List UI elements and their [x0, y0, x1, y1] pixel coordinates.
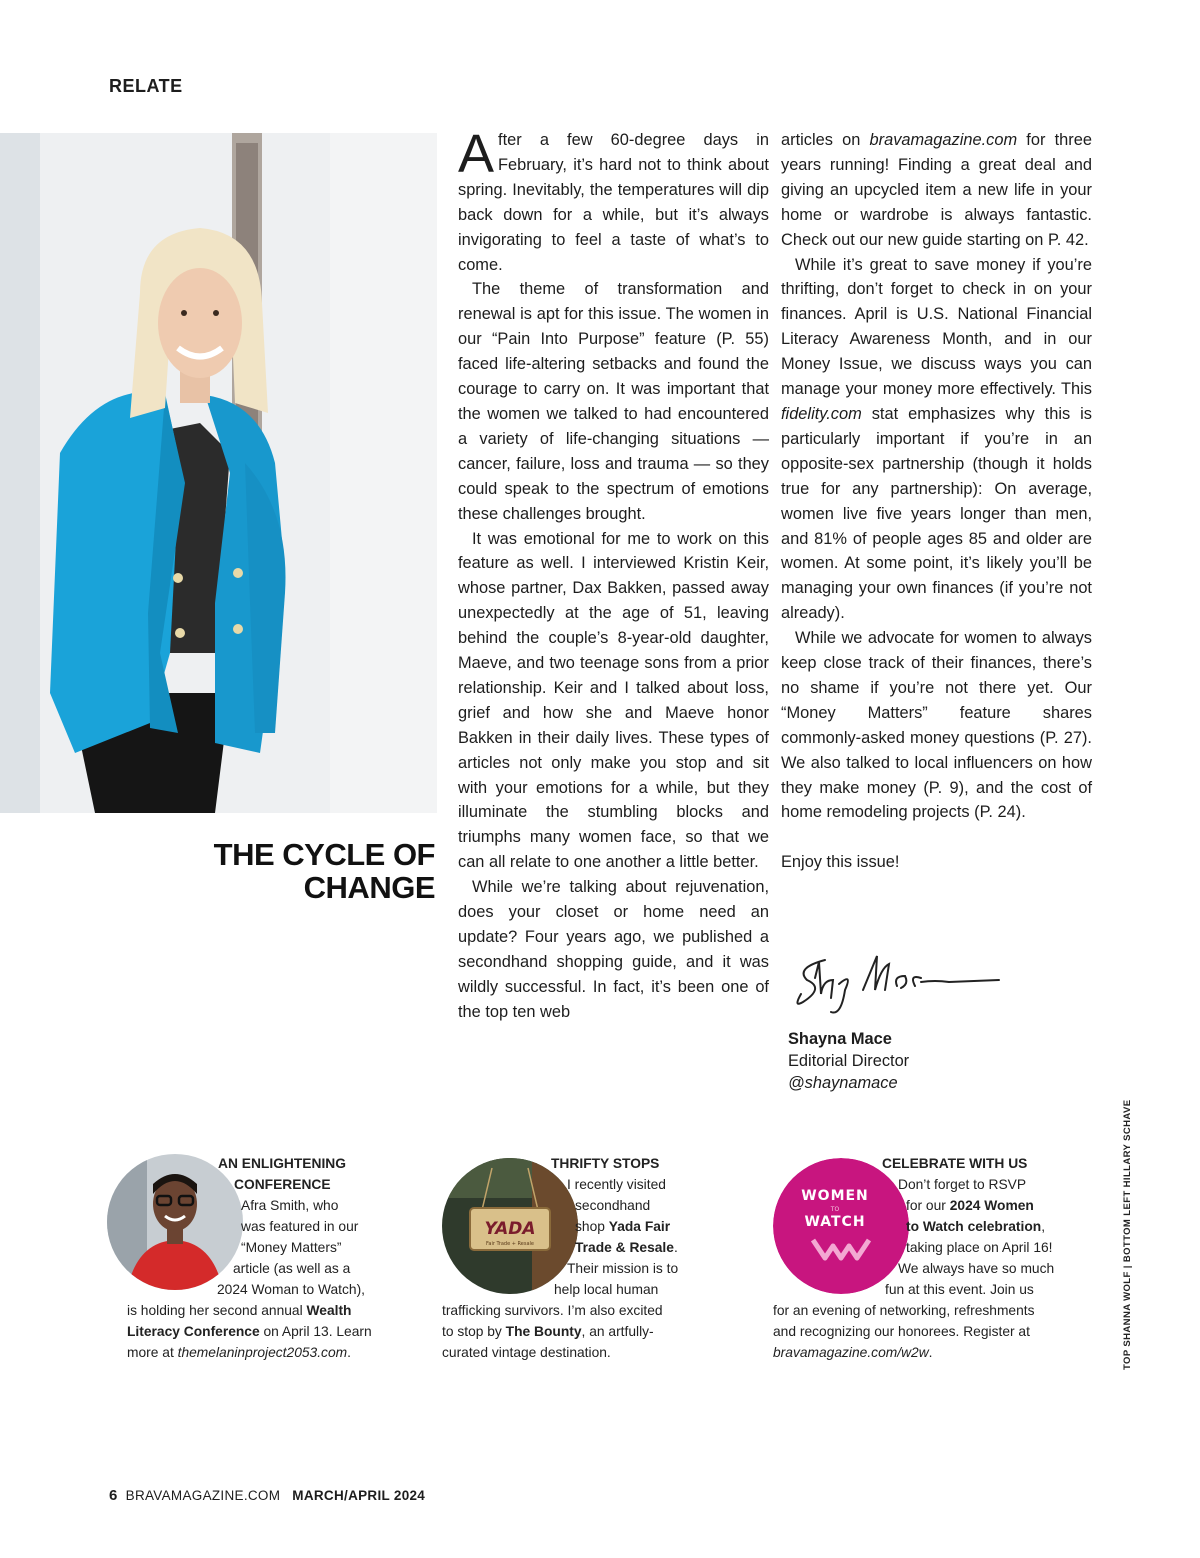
card-celebrate-text: and recognizing our honorees. Register at	[773, 1324, 1030, 1339]
logo-text: WOMEN	[801, 1188, 869, 1204]
card-thrifty-text: Their mission is to	[567, 1261, 679, 1276]
article-paragraph-4: While we’re talking about rejuvenation, does your closet or home need an update? Four years ago, we published a secondhand shopping guide, and it was wildly successful. In fact, it’s been one of the top ten web	[458, 878, 769, 1021]
card-conference-text: article (as well as a	[233, 1261, 351, 1276]
text-run: for our	[906, 1198, 950, 1213]
website-reference: bravamagazine.com	[869, 131, 1018, 149]
article-headline	[175, 838, 435, 904]
text-run: ,	[1041, 1219, 1046, 1234]
article-paragraph-2: The theme of transformation and renewal is apt for this issue. The women in our “Pain Into Purpose” feature (P. 55) faced life-altering setbacks and found the courage to carry on. It was important that the women we talked to had encountered a variety of life-changing situations — cancer, failure, loss and trauma — so they could speak to the spectrum of emotions these challenges brought.	[458, 280, 769, 523]
logo-text: WATCH	[804, 1214, 866, 1230]
event-name: to Watch celebration	[906, 1219, 1042, 1234]
page-footer	[109, 1487, 425, 1504]
card-conference-heading: AN ENLIGHTENING	[218, 1156, 347, 1171]
event-name: Literacy Conference	[127, 1324, 260, 1339]
signature-block	[788, 1028, 909, 1094]
text-run: .	[673, 1240, 678, 1255]
shop-name: The Bounty	[505, 1324, 582, 1339]
card-conference-text: “Money Matters”	[241, 1240, 342, 1255]
text-run: articles on	[781, 131, 870, 149]
text-run: While it’s great to save money if you’re thrifting, don’t forget to check in on your finances. April is U.S. National Financial Literacy Awareness Month, and in our Money Issue, we discuss ways you can manage your money more effectively. This	[781, 255, 1092, 399]
card-thrifty-text: help local human	[554, 1282, 659, 1297]
text-run: is holding her second annual	[127, 1303, 307, 1318]
text-run: , an artfully-	[581, 1324, 654, 1339]
card-thrifty-heading: THRIFTY STOPS	[551, 1156, 660, 1171]
shop-name: Yada Fair	[608, 1219, 671, 1234]
text-run: stat emphasizes why this is particularly important if you’re in an opposite-sex partnership (though it holds true for any partnership): On average, women live five years longer than men, and 81% of people ages 85 and older are women. At some point, it’s likely you’ll be managing your own finances (if you’re not already).	[781, 404, 1092, 623]
closing-line: Enjoy this issue!	[781, 853, 900, 872]
article-column-2	[781, 128, 1092, 875]
page-number: 6	[109, 1487, 118, 1504]
card-celebrate-text: Don’t forget to RSVP	[898, 1177, 1027, 1192]
card-thrifty-text: I recently visited	[567, 1177, 666, 1192]
card-celebrate-text	[906, 1217, 1045, 1238]
card-conference-text	[127, 1343, 351, 1364]
card-thrifty-text	[442, 1322, 654, 1343]
paragraph-text: fter a few 60-degree days in February, it’s hard not to think about spring. Inevitably, the temperatures will dip back down for a while, but it’s always invigorating to feel a taste of what’s to come.	[458, 131, 769, 274]
card-celebrate	[773, 1154, 1083, 1364]
website-reference: themelaninproject2053.com	[177, 1345, 348, 1360]
section-label: RELATE	[109, 76, 183, 96]
footer-issue: MARCH/APRIL 2024	[292, 1488, 426, 1503]
photo-credit: TOP SHANNA WOLF | BOTTOM LEFT HILLARY SCHAVE	[1122, 1099, 1133, 1370]
card-thrifty-text: curated vintage destination.	[442, 1345, 611, 1360]
website-reference: bravamagazine.com/w2w	[773, 1345, 929, 1360]
card-celebrate-text: fun at this event. Join us	[885, 1282, 1034, 1297]
card-celebrate-text: for an evening of networking, refreshments	[773, 1303, 1035, 1318]
handwritten-signature	[785, 950, 1005, 1020]
editor-handle: @shaynamace	[788, 1074, 898, 1092]
editor-title: Editorial Director	[788, 1052, 910, 1070]
w2w-logo-icon	[773, 1158, 909, 1294]
website-reference: fidelity.com	[781, 404, 862, 423]
hero-photo	[0, 133, 437, 813]
card-celebrate-text	[773, 1343, 933, 1364]
headline-line-2: CHANGE	[303, 870, 435, 905]
card-conference-heading-2: CONFERENCE	[234, 1177, 331, 1192]
card-celebrate-heading: CELEBRATE WITH US	[882, 1156, 1028, 1171]
card-celebrate-text: We always have so much	[898, 1261, 1055, 1276]
card-thrifty-text	[575, 1217, 670, 1238]
article-paragraph-7: While we advocate for women to always keep close track of their finances, there’s no shame if you’re not there yet. Our “Money Matters” feature shares commonly-asked money questions (P. 27). We also talked to local influencers on how they make money (P. 9), and the cost of home remodeling projects (P. 24).	[781, 629, 1092, 822]
editor-name: Shayna Mace	[788, 1030, 892, 1048]
text-run: .	[347, 1345, 351, 1360]
event-name: Wealth	[306, 1303, 352, 1318]
card-thrifty-text: trafficking survivors. I’m also excited	[442, 1303, 663, 1318]
shop-name: Trade & Resale	[575, 1240, 674, 1255]
card-conference-text: was featured in our	[241, 1219, 359, 1234]
text-run: shop	[575, 1219, 609, 1234]
article-paragraph-3: It was emotional for me to work on this feature as well. I interviewed Kristin Keir, whose partner, Dax Bakken, passed away unexpectedly at the age of 51, leaving behind the couple’s 8-year-old daughter, Maeve, and two teenage sons from a prior relationship. Keir and I talked about loss, grief and how she and Maeve honor Bakken in their daily lives. These types of articles not only make you stop and sit with your emotions for a while, but they illuminate the stumbling blocks and triumphs many women face, so that we can all relate to one another a little better.	[458, 529, 769, 872]
card-celebrate-text: taking place on April 16!	[906, 1240, 1053, 1255]
portrait-illustration	[0, 133, 437, 813]
text-run: for three years running! Finding a great deal and giving an upcycled item a new life in your home or wardrobe is always fantastic. Check out our new guide starting on P. 42.	[781, 131, 1092, 249]
text-run: to stop by	[442, 1324, 506, 1339]
text-run: more at	[127, 1345, 178, 1360]
card-conference-text	[127, 1301, 351, 1322]
women-to-watch-logo	[773, 1158, 909, 1294]
text-run: .	[928, 1345, 933, 1360]
card-conference-text: 2024 Woman to Watch),	[217, 1282, 365, 1297]
card-thrifty-text: secondhand	[575, 1198, 651, 1213]
card-conference	[107, 1154, 407, 1364]
logo-text: TO	[830, 1206, 840, 1213]
drop-cap: A	[458, 124, 495, 184]
article-paragraph-1	[458, 124, 769, 277]
article-paragraph-6	[781, 253, 1092, 627]
footer-site: BRAVAMAGAZINE.COM	[125, 1488, 281, 1503]
article-column-1	[458, 124, 769, 1025]
card-thrifty-text	[575, 1238, 678, 1259]
card-thrifty-stops	[442, 1154, 742, 1364]
card-thrifty-photo	[442, 1158, 578, 1294]
event-name: 2024 Women	[949, 1198, 1034, 1213]
headline-line-1: THE CYCLE OF	[213, 837, 435, 872]
card-celebrate-text	[906, 1196, 1034, 1217]
text-run: on April 13. Learn	[259, 1324, 372, 1339]
yada-store-sign-illustration	[442, 1158, 578, 1294]
sign-text: YADA	[484, 1219, 536, 1239]
card-conference-text: Afra Smith, who	[241, 1198, 339, 1213]
article-paragraph-5	[781, 128, 1092, 253]
card-conference-text	[127, 1322, 372, 1343]
sign-subtext: Fair Trade + Resale	[485, 1241, 535, 1247]
